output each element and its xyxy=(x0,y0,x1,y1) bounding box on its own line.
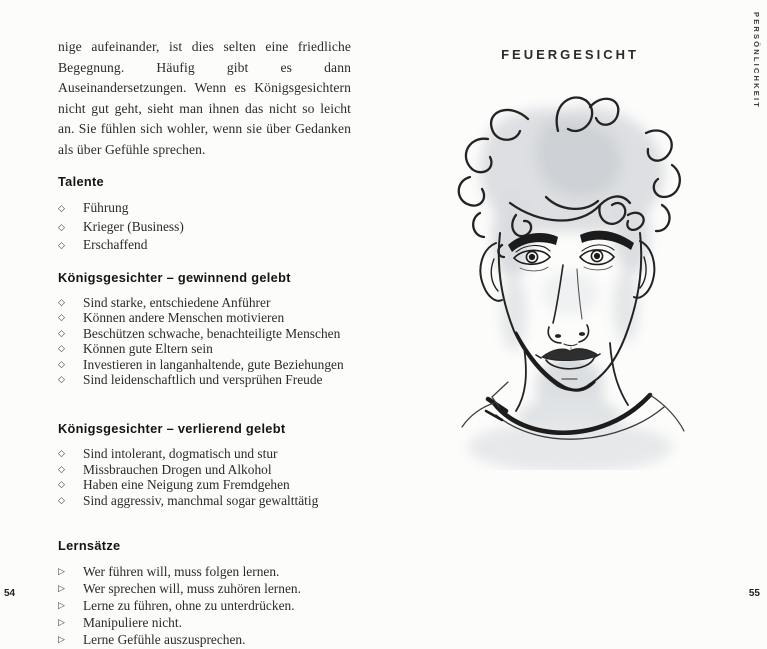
section-lernsaetze xyxy=(58,538,351,648)
triangle-bullet-icon: ▷ xyxy=(58,601,65,612)
triangle-bullet-icon: ▷ xyxy=(58,635,65,646)
section-heading: Talente xyxy=(58,174,104,189)
list-item-text: Wer sprechen will, muss zuhören lernen. xyxy=(83,581,301,597)
section-list xyxy=(58,199,351,255)
section-verlierend-gelebt xyxy=(58,421,351,508)
list-item-text: Lerne zu führen, ohne zu unterdrücken. xyxy=(83,598,295,614)
list-item-text: Erschaffend xyxy=(83,237,148,252)
section-gewinnend-gelebt xyxy=(58,270,351,389)
list-item xyxy=(58,597,351,614)
triangle-bullet-icon: ▷ xyxy=(58,567,65,578)
list-item-text: Haben eine Neigung zum Fremdgehen xyxy=(83,477,290,493)
page-number-right: 55 xyxy=(748,588,760,599)
list-item xyxy=(58,218,351,237)
list-item-text: Sind aggressiv, manchmal sogar gewalttätig xyxy=(83,492,319,508)
diamond-bullet-icon: ◇ xyxy=(58,222,65,233)
list-item-text: Führung xyxy=(83,200,129,215)
diamond-bullet-icon: ◇ xyxy=(58,241,65,251)
page-title: FEUERGESICHT xyxy=(501,47,639,62)
list-item xyxy=(58,446,351,462)
diamond-bullet-icon: ◇ xyxy=(58,344,65,355)
list-item xyxy=(58,580,351,597)
list-item-text: Beschützen schwache, benachteiligte Menschen xyxy=(83,325,341,341)
list-item xyxy=(58,326,351,342)
section-list xyxy=(58,446,351,508)
section-heading: Königsgesichter – verlierend gelebt xyxy=(58,421,286,437)
list-item-text: Investieren in langanhaltende, gute Beziehungen xyxy=(83,356,344,372)
diamond-bullet-icon: ◇ xyxy=(58,464,65,475)
watercolor-wash-layer xyxy=(468,107,672,470)
list-item xyxy=(58,341,351,357)
diamond-bullet-icon: ◇ xyxy=(58,328,65,339)
diamond-bullet-icon: ◇ xyxy=(58,375,65,386)
page-number-left: 54 xyxy=(4,588,16,599)
section-talente xyxy=(58,174,351,255)
diamond-bullet-icon: ◇ xyxy=(58,297,65,308)
list-item-text: Sind leidenschaftlich und versprühen Freude xyxy=(83,372,323,388)
chapter-vertical-label: PERSÖNLICHKEIT xyxy=(752,12,761,110)
list-item xyxy=(58,462,351,478)
portrait-sketch-svg xyxy=(450,85,690,470)
list-item-text: Wer führen will, muss folgen lernen. xyxy=(83,564,280,580)
list-item-text: Sind intolerant, dogmatisch und stur xyxy=(83,446,278,462)
list-item xyxy=(58,295,351,311)
diamond-bullet-icon: ◇ xyxy=(58,495,65,506)
list-item xyxy=(58,236,351,255)
list-item xyxy=(58,631,351,648)
triangle-bullet-icon: ▷ xyxy=(58,584,65,595)
list-item-text: Können gute Eltern sein xyxy=(83,341,213,357)
list-item-text: Können andere Menschen motivieren xyxy=(83,310,285,326)
diamond-bullet-icon: ◇ xyxy=(58,480,65,491)
diamond-bullet-icon: ◇ xyxy=(58,449,65,460)
section-list xyxy=(58,295,351,389)
list-item xyxy=(58,357,351,373)
list-item xyxy=(58,310,351,326)
list-item xyxy=(58,493,351,509)
list-item xyxy=(58,372,351,388)
list-item xyxy=(58,477,351,493)
diamond-bullet-icon: ◇ xyxy=(58,204,65,214)
section-heading: Königsgesichter – gewinnend gelebt xyxy=(58,269,291,285)
list-item xyxy=(58,199,351,218)
left-page-text-column xyxy=(58,37,351,648)
list-item-text: Missbrauchen Drogen und Alkohol xyxy=(83,461,272,477)
section-list xyxy=(58,563,351,648)
diamond-bullet-icon: ◇ xyxy=(58,359,65,370)
section-heading: Lernsätze xyxy=(58,538,121,554)
list-item-text: Krieger (Business) xyxy=(83,218,184,234)
list-item-text: Lerne Gefühle auszusprechen. xyxy=(83,632,246,648)
intro-paragraph: nige aufeinander, ist dies selten eine friedliche Begegnung. Häufig gibt es dann Auseinandersetzungen. Wenn es Königsgesichtern nicht gut geht, sieht man ihnen das nicht so leicht an. Sie fühlen sich wohler, wenn sie über Gedanken als über Gefühle sprechen. xyxy=(58,39,351,157)
list-item-text: Manipuliere nicht. xyxy=(83,615,182,631)
list-item xyxy=(58,614,351,631)
triangle-bullet-icon: ▷ xyxy=(58,618,65,629)
feuergesicht-portrait-illustration xyxy=(450,85,690,470)
diamond-bullet-icon: ◇ xyxy=(58,313,65,324)
list-item xyxy=(58,563,351,580)
list-item-text: Sind starke, entschiedene Anführer xyxy=(83,294,271,310)
